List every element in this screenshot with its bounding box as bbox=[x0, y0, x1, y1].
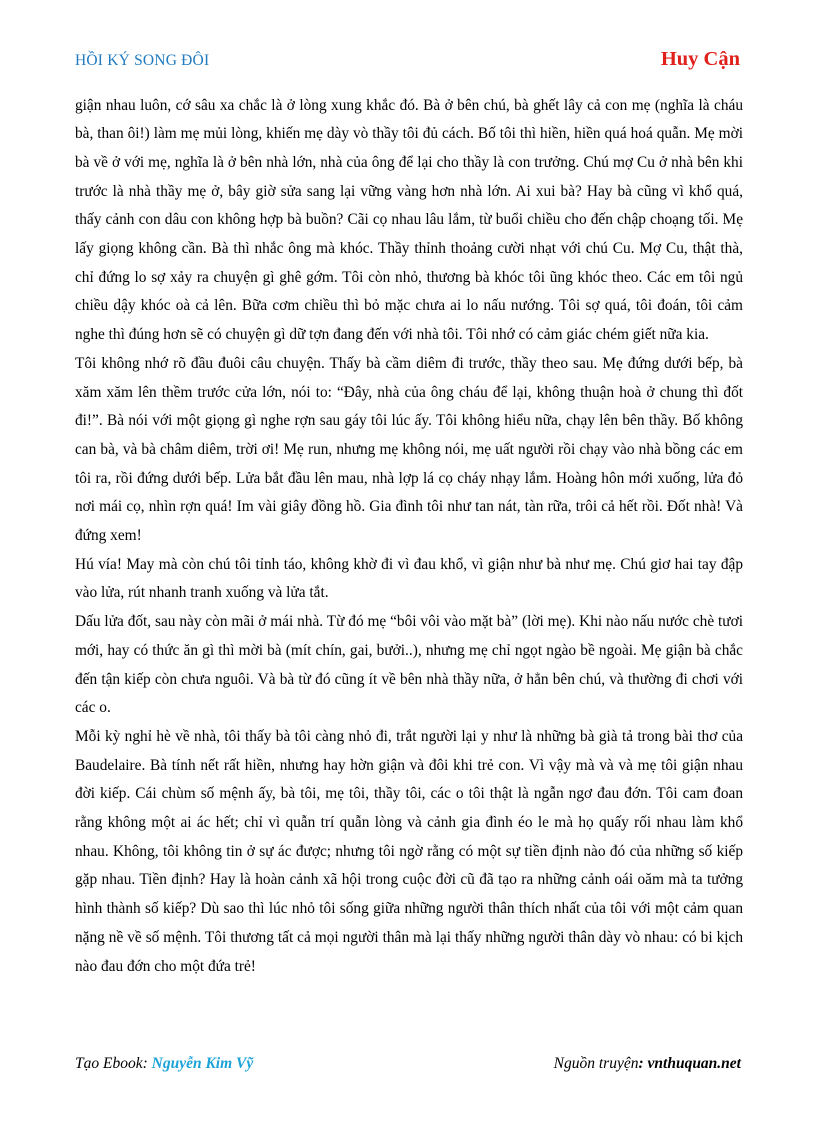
paragraph: Dấu lửa đốt, sau này còn mãi ở mái nhà. Từ đó mẹ “bôi vôi vào mặt bà” (lời mẹ). Khi nào nấu nước chè tươi mới, hay có thức ăn gì thì mời bà (mít chín, gai, bưởi..), nhưng mẹ chỉ ngọt ngào bề ngoài. Mẹ giận bà chắc đến tận kiếp còn chưa nguôi. Và bà từ đó cũng ít về bên nhà thầy nữa, ở hẳn bên chú, và thường đi chơi với các o. bbox=[75, 613, 743, 717]
source-credit bbox=[554, 1055, 741, 1073]
paragraph: Hú vía! May mà còn chú tôi tỉnh táo, không khờ đi vì đau khổ, vì giận như bà như mẹ. Chú giơ hai tay đập vào lửa, rút nhanh tranh xuống và lửa tắt. bbox=[75, 555, 743, 602]
ebook-separator: : bbox=[142, 1055, 152, 1072]
paragraph: giận nhau luôn, cớ sâu xa chắc là ở lòng xung khắc đó. Bà ở bên chú, bà ghết lây cả con mẹ (nghĩa là cháu bà, than ôi!) làm mẹ mủi lòng, khiến mẹ dày vò thầy tôi đủ cách. Bố tôi thì hiền, hiền quá hoá quẫn. Mẹ mời bà về ở với mẹ, nghĩa là ở bên nhà lớn, nhà của ông để lại cho thầy là con trưởng. Chú mợ Cu ở nhà bên khi trước là nhà thầy mẹ ở, bây giờ sửa sang lại vững vàng hơn nhà lớn. Ai xui bà? Hay bà cũng vì khổ quá, thấy cảnh con dâu con không hợp bà buồn? Cãi cọ nhau lâu lắm, từ buổi chiều cho đến chập choạng tối. Mẹ lấy giọng không cần. Bà thì nhắc ông mà khóc. Thầy thỉnh thoảng cười nhạt với chú Cu. Mợ Cu, thật thà, chỉ đứng lo sợ xảy ra chuyện gì ghê gớm. Tôi còn nhỏ, thương bà khóc tôi ũng khóc theo. Các em tôi ngủ chiều dậy khóc oà cả lên. Bữa cơm chiều thì bỏ mặc chưa ai lo nấu nướng. Tôi sợ quá, tôi đoán, tôi cảm nghe thì đúng hơn sẽ có chuyện gì dữ tợn đang đến với nhà tôi. Tôi nhớ có cảm giác chém giết nữa kia. bbox=[75, 96, 743, 344]
ebook-label: Tạo Ebook bbox=[75, 1055, 143, 1072]
source-label: Nguồn truyện bbox=[553, 1055, 639, 1072]
book-title: HỒI KÝ SONG ĐÔI bbox=[75, 52, 210, 69]
paragraph: Mỗi kỳ nghỉ hè về nhà, tôi thấy bà tôi càng nhỏ đi, trắt người lại y như là những bà già tả trong bài thơ của Baudelaire. Bà tính nết rất hiền, nhưng hay hờn giận và đôi khi trẻ con. Vì vậy mà và và mẹ tôi giận nhau đời kiếp. Cái chùm số mệnh ấy, bà tôi, mẹ tôi, thầy tôi, các o tôi thật là ngẫn ngơ đau đớn. Tôi cam đoan rằng không một ai ác hết; chỉ vì quẫn trí quẫn lòng và cảnh gia đình éo le mà họ quấy rối nhau làm khổ nhau. Không, tôi không tin ở sự ác được; nhưng tôi ngờ rằng có một sự tiền định nào đó của những số kiếp gặp nhau. Tiền định? Hay là hoàn cảnh xã hội trong cuộc đời cũ đã tạo ra những cảnh oái oăm mà ta tưởng hình thành số kiếp? Dù sao thì lúc nhỏ tôi sống giữa những người thân thích nhất của tôi với một cảm quan nặng nề về số mệnh. Tôi thương tất cả mọi người thân mà lại thấy những người thân dày vò nhau: có bi kịch nào đau đớn cho một đứa trẻ! bbox=[75, 727, 743, 975]
paragraph: Tôi không nhớ rõ đầu đuôi câu chuyện. Thấy bà cầm diêm đi trước, thầy theo sau. Mẹ đứng dưới bếp, bà xăm xăm lên thềm trước cửa lớn, nói to: “Đây, nhà của ông cháu để lại, không thuận hoà ở chung thì đốt đi!”. Bà nói với một giọng gì nghe rợn sau gáy tôi lúc ấy. Tôi không hiểu nữa, chạy lên bên thầy. Bố không can bà, và bà châm diêm, trời ơi! Mẹ run, nhưng mẹ không nói, mẹ uất người rồi chạy vào nhà bồng các em tôi ra, rồi đứng dưới bếp. Lửa bắt đầu lên mau, nhà lợp lá cọ cháy nhạy lắm. Hoàng hôn mới xuống, lửa đỏ nơi mái cọ, nhìn rợn quá! Im vài giây đồng hồ. Gia đình tôi như tan nát, tàn rữa, trôi cả hết rồi. Đốt nhà! Và đứng xem! bbox=[75, 354, 743, 545]
ebook-creator: Nguyễn Kim Vỹ bbox=[151, 1055, 254, 1072]
ebook-credit bbox=[75, 1055, 253, 1073]
source-site: vnthuquan.net bbox=[647, 1055, 741, 1072]
page-header bbox=[75, 50, 740, 76]
author-name: Huy Cận bbox=[660, 48, 740, 70]
page-body bbox=[75, 92, 743, 982]
page-footer bbox=[75, 1055, 741, 1077]
source-separator: : bbox=[638, 1055, 648, 1072]
